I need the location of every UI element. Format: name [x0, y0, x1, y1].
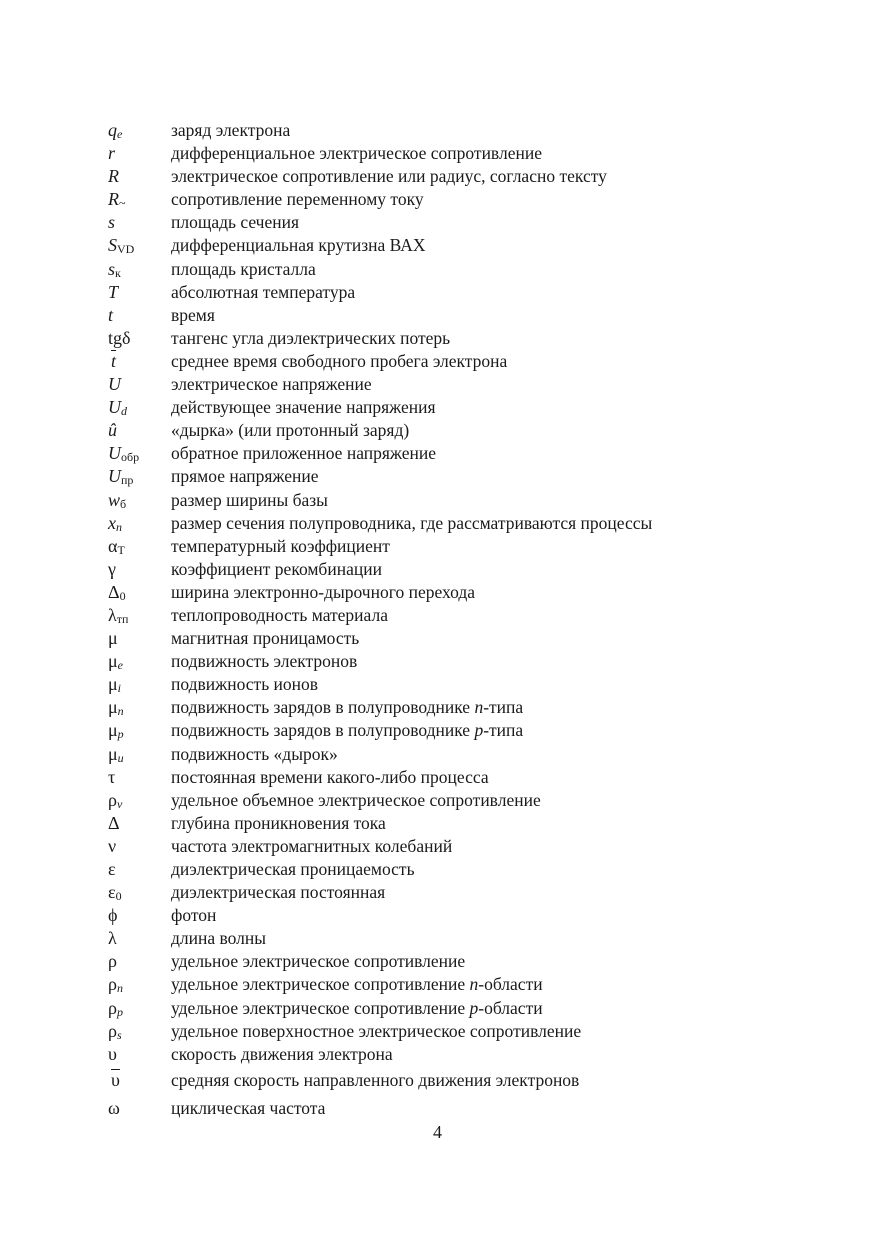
symbol-base: μ: [108, 674, 118, 695]
description-text: подвижность ионов: [171, 674, 319, 695]
symbol: [108, 304, 171, 327]
description-text: подвижность зарядов в полупроводнике: [171, 697, 475, 718]
symbol-subscript: s: [116, 1027, 122, 1042]
symbol: [108, 1043, 171, 1066]
symbol-row: [108, 211, 768, 234]
description-text: размер сечения полупроводника, где рассматриваются процессы: [171, 512, 653, 533]
symbol-description: [171, 350, 507, 373]
symbol-row: [108, 743, 768, 766]
symbol-description: [171, 650, 357, 673]
symbol-base: λ: [108, 604, 117, 625]
symbol: [108, 812, 171, 835]
symbol-description: [171, 719, 523, 742]
symbol-base: R: [108, 189, 119, 210]
symbol: [108, 835, 171, 858]
symbol-row: [108, 350, 768, 373]
description-text: сопротивление переменному току: [171, 189, 424, 210]
symbol-subscript: e: [117, 658, 123, 673]
symbol-description: [171, 627, 359, 650]
description-italic: p: [474, 720, 484, 741]
symbol-row: [108, 188, 768, 211]
description-text: магнитная проницамость: [171, 628, 360, 649]
symbol: [108, 281, 171, 304]
symbol-subscript: e: [117, 127, 123, 141]
description-text: размер ширины базы: [171, 489, 328, 510]
symbol: [108, 350, 171, 373]
symbol-subscript: i: [117, 681, 121, 696]
symbol-base: γ: [108, 558, 116, 579]
symbol: [108, 1066, 171, 1094]
symbol-description: [171, 512, 652, 535]
description-text: площадь кристалла: [171, 258, 316, 279]
description-text: удельное объемное электрическое сопротивление: [171, 789, 541, 810]
description-text: площадь сечения: [171, 212, 300, 233]
symbol-row: [108, 673, 768, 696]
description-text-suffix: -области: [478, 974, 543, 995]
symbol: [108, 211, 171, 234]
symbol: [108, 766, 171, 789]
symbol-row: [108, 258, 768, 281]
symbol-description: [171, 396, 436, 419]
symbol-row: [108, 558, 768, 581]
symbol: [108, 858, 171, 881]
symbol-subscript: n: [116, 519, 122, 534]
symbol-description: [171, 442, 436, 465]
symbol-base: U: [108, 374, 121, 395]
symbol-description: [171, 1020, 581, 1043]
symbol-description: [171, 558, 382, 581]
symbol-row: [108, 627, 768, 650]
symbol-base: Δ: [108, 812, 120, 833]
symbol-base: ν: [108, 835, 117, 856]
symbol: [108, 165, 171, 188]
symbol-base: t: [108, 304, 114, 325]
description-text-suffix: -типа: [483, 697, 524, 718]
symbol: [108, 327, 171, 350]
description-italic: p: [469, 997, 479, 1018]
symbol-description: [171, 1094, 325, 1122]
symbol: [108, 373, 171, 396]
description-text: прямое напряжение: [171, 466, 319, 487]
description-text: действующее значение напряжения: [171, 397, 436, 418]
symbol-description: [171, 211, 299, 234]
symbol: [108, 419, 171, 442]
symbol-row: [108, 1020, 768, 1043]
symbol-description: [171, 881, 385, 904]
symbol-row: [108, 281, 768, 304]
description-text: теплопроводность материала: [171, 604, 388, 625]
description-text: удельное электрическое сопротивление: [171, 974, 470, 995]
description-text: удельное поверхностное электрическое сопротивление: [171, 1020, 582, 1041]
symbol-base: ρ: [108, 789, 117, 810]
symbol-row: [108, 812, 768, 835]
symbol-subscript: n: [117, 704, 124, 719]
symbol-row: [108, 119, 768, 142]
symbol-description: [171, 950, 465, 973]
symbol-row: [108, 1094, 768, 1122]
symbol-description: [171, 234, 425, 257]
symbol-row: [108, 858, 768, 881]
symbol-description: [171, 997, 543, 1020]
description-text: заряд электрона: [171, 120, 291, 140]
symbol-row: [108, 1043, 768, 1066]
symbol: [108, 1094, 171, 1122]
symbol-description: [171, 696, 523, 719]
description-text: электрическое напряжение: [171, 374, 372, 395]
description-text: время: [171, 304, 215, 325]
symbol-description: [171, 927, 266, 950]
description-text: ширина электронно-дырочного перехода: [171, 581, 476, 602]
symbol-base: μ: [108, 628, 118, 649]
symbol-base: $\overline{\upsilon}$: [111, 1069, 120, 1090]
description-text: циклическая частота: [171, 1097, 326, 1118]
description-text: диэлектрическая проницаемость: [171, 859, 415, 879]
symbol-description: [171, 188, 424, 211]
symbol-description: [171, 465, 319, 488]
symbol-row: [108, 650, 768, 673]
symbol-description: [171, 327, 450, 350]
symbol-base: υ: [108, 1043, 117, 1064]
description-text: удельное электрическое сопротивление: [171, 997, 470, 1018]
symbol-row: [108, 1066, 768, 1094]
symbol-row: [108, 535, 768, 558]
description-text: коэффициент рекомбинации: [171, 558, 382, 579]
symbol: [108, 927, 171, 950]
description-text: постоянная времени какого-либо процесса: [171, 766, 489, 787]
symbol-base: w: [108, 489, 121, 510]
symbol-base: $\overline{t}$: [111, 350, 117, 371]
symbol-description: [171, 119, 290, 142]
page-number: 4: [433, 1122, 442, 1142]
symbol-base: μ: [108, 743, 118, 764]
symbol-row: [108, 766, 768, 789]
symbol: [108, 627, 171, 650]
symbol-row: [108, 719, 768, 742]
description-text: электрическое сопротивление или радиус, согласно тексту: [171, 166, 607, 187]
symbol-base: ω: [108, 1097, 120, 1118]
description-italic: n: [474, 697, 484, 718]
symbol-base: Δ: [108, 581, 120, 602]
symbol-base: tgδ: [108, 327, 131, 348]
description-text: среднее время свободного пробега электрона: [171, 350, 508, 371]
symbol-base: μ: [108, 720, 118, 741]
description-text: подвижность «дырок»: [171, 743, 338, 764]
symbol-subscript: VD: [117, 242, 135, 257]
symbol-base: r: [108, 143, 116, 164]
symbol-base: R: [108, 166, 119, 187]
symbol-base: μ: [108, 651, 118, 672]
symbol-list: [108, 119, 768, 1122]
symbol: [108, 142, 171, 165]
symbol-description: [171, 858, 415, 881]
symbol-base: ρ: [108, 974, 117, 995]
symbol-description: [171, 281, 355, 304]
description-text: фотон: [171, 905, 217, 926]
symbol-description: [171, 165, 607, 188]
description-text: частота электромагнитных колебаний: [171, 835, 453, 856]
symbol-description: [171, 973, 543, 996]
symbol-subscript: к: [115, 265, 121, 280]
symbol-description: [171, 1066, 579, 1094]
symbol-description: [171, 489, 328, 512]
symbol-base: U: [108, 397, 121, 418]
symbol-description: [171, 1043, 393, 1066]
description-text: длина волны: [171, 928, 267, 949]
symbol-description: [171, 535, 390, 558]
symbol-base: ε: [108, 859, 116, 879]
symbol-base: ρ: [108, 997, 117, 1018]
description-text: абсолютная температура: [171, 281, 356, 302]
symbol-subscript: p: [117, 727, 124, 742]
symbol-subscript: обр: [121, 450, 140, 465]
symbol-base: μ: [108, 697, 118, 718]
symbol-base: ρ: [108, 1020, 117, 1041]
symbol-description: [171, 581, 475, 604]
description-text: диэлектрическая постоянная: [171, 882, 386, 903]
symbol-base: U: [108, 466, 121, 487]
symbol-base: x: [108, 512, 116, 533]
symbol-description: [171, 419, 409, 442]
symbol-subscript: p: [116, 1004, 123, 1019]
description-text-suffix: -типа: [483, 720, 524, 741]
symbol-base: λ: [108, 928, 117, 949]
description-text: подвижность электронов: [171, 651, 358, 672]
symbol-subscript: тп: [116, 611, 129, 626]
symbol-base: U: [108, 443, 121, 464]
symbol-subscript: ~: [119, 196, 126, 211]
symbol-subscript: б: [120, 496, 127, 511]
symbol-description: [171, 766, 489, 789]
symbol-base: ϕ: [108, 905, 118, 926]
symbol-base: ε: [108, 882, 116, 903]
symbol-description: [171, 835, 452, 858]
symbol-base: s: [108, 212, 116, 233]
symbol-subscript: u: [117, 750, 124, 765]
symbol-row: [108, 465, 768, 488]
symbol-row: [108, 881, 768, 904]
symbol-description: [171, 812, 386, 835]
symbol-subscript: пр: [121, 473, 134, 488]
description-text-suffix: -области: [478, 997, 543, 1018]
symbol-row: [108, 950, 768, 973]
description-text: средняя скорость направленного движения электронов: [171, 1069, 580, 1090]
description-text: обратное приложенное напряжение: [171, 443, 437, 464]
symbol-row: [108, 142, 768, 165]
symbol: [108, 558, 171, 581]
symbol-base: S: [108, 235, 117, 256]
symbol-base: q: [108, 120, 117, 140]
symbol: [108, 904, 171, 927]
description-text: глубина проникновения тока: [171, 812, 386, 833]
symbol-row: [108, 327, 768, 350]
symbol-description: [171, 673, 318, 696]
description-italic: n: [469, 974, 479, 995]
symbol-description: [171, 743, 338, 766]
symbol-description: [171, 904, 216, 927]
symbol-description: [171, 304, 215, 327]
symbol-base: ρ: [108, 951, 117, 972]
symbol-base: α: [108, 535, 118, 556]
description-text: «дырка» (или протонный заряд): [171, 420, 410, 441]
symbol-description: [171, 604, 388, 627]
symbol-row: [108, 927, 768, 950]
symbol-row: [108, 396, 768, 419]
description-text: подвижность зарядов в полупроводнике: [171, 720, 475, 741]
symbol-row: [108, 581, 768, 604]
symbol-row: [108, 835, 768, 858]
symbol-description: [171, 258, 316, 281]
symbol-base: s: [108, 258, 116, 279]
symbol-subscript: v: [116, 796, 123, 811]
symbol-row: [108, 604, 768, 627]
description-text: дифференциальное электрическое сопротивление: [171, 143, 542, 164]
symbol-row: [108, 442, 768, 465]
description-text: дифференциальная крутизна ВАХ: [171, 235, 426, 256]
symbol-subscript: 0: [119, 588, 126, 603]
symbol-row: [108, 489, 768, 512]
symbol-base: û: [108, 420, 117, 441]
description-text: удельное электрическое сопротивление: [171, 951, 466, 972]
symbol-row: [108, 904, 768, 927]
symbol-base: τ: [108, 766, 116, 787]
symbol-row: [108, 696, 768, 719]
symbol-description: [171, 373, 372, 396]
symbol-subscript: 0: [115, 889, 122, 904]
symbol-row: [108, 997, 768, 1020]
description-text: скорость движения электрона: [171, 1043, 393, 1064]
symbol-row: [108, 789, 768, 812]
symbol-description: [171, 142, 542, 165]
description-text: тангенс угла диэлектрических потерь: [171, 327, 451, 348]
symbol-row: [108, 304, 768, 327]
symbol-row: [108, 165, 768, 188]
symbol-description: [171, 789, 541, 812]
symbol-row: [108, 373, 768, 396]
symbol-subscript: n: [116, 981, 123, 996]
symbol-row: [108, 973, 768, 996]
symbol: [108, 950, 171, 973]
symbol-subscript: d: [121, 404, 127, 419]
symbol-row: [108, 234, 768, 257]
symbol-row: [108, 512, 768, 535]
symbol-base: T: [108, 281, 119, 302]
symbol-subscript: Т: [117, 542, 125, 557]
symbol-row: [108, 419, 768, 442]
description-text: температурный коэффициент: [171, 535, 390, 556]
